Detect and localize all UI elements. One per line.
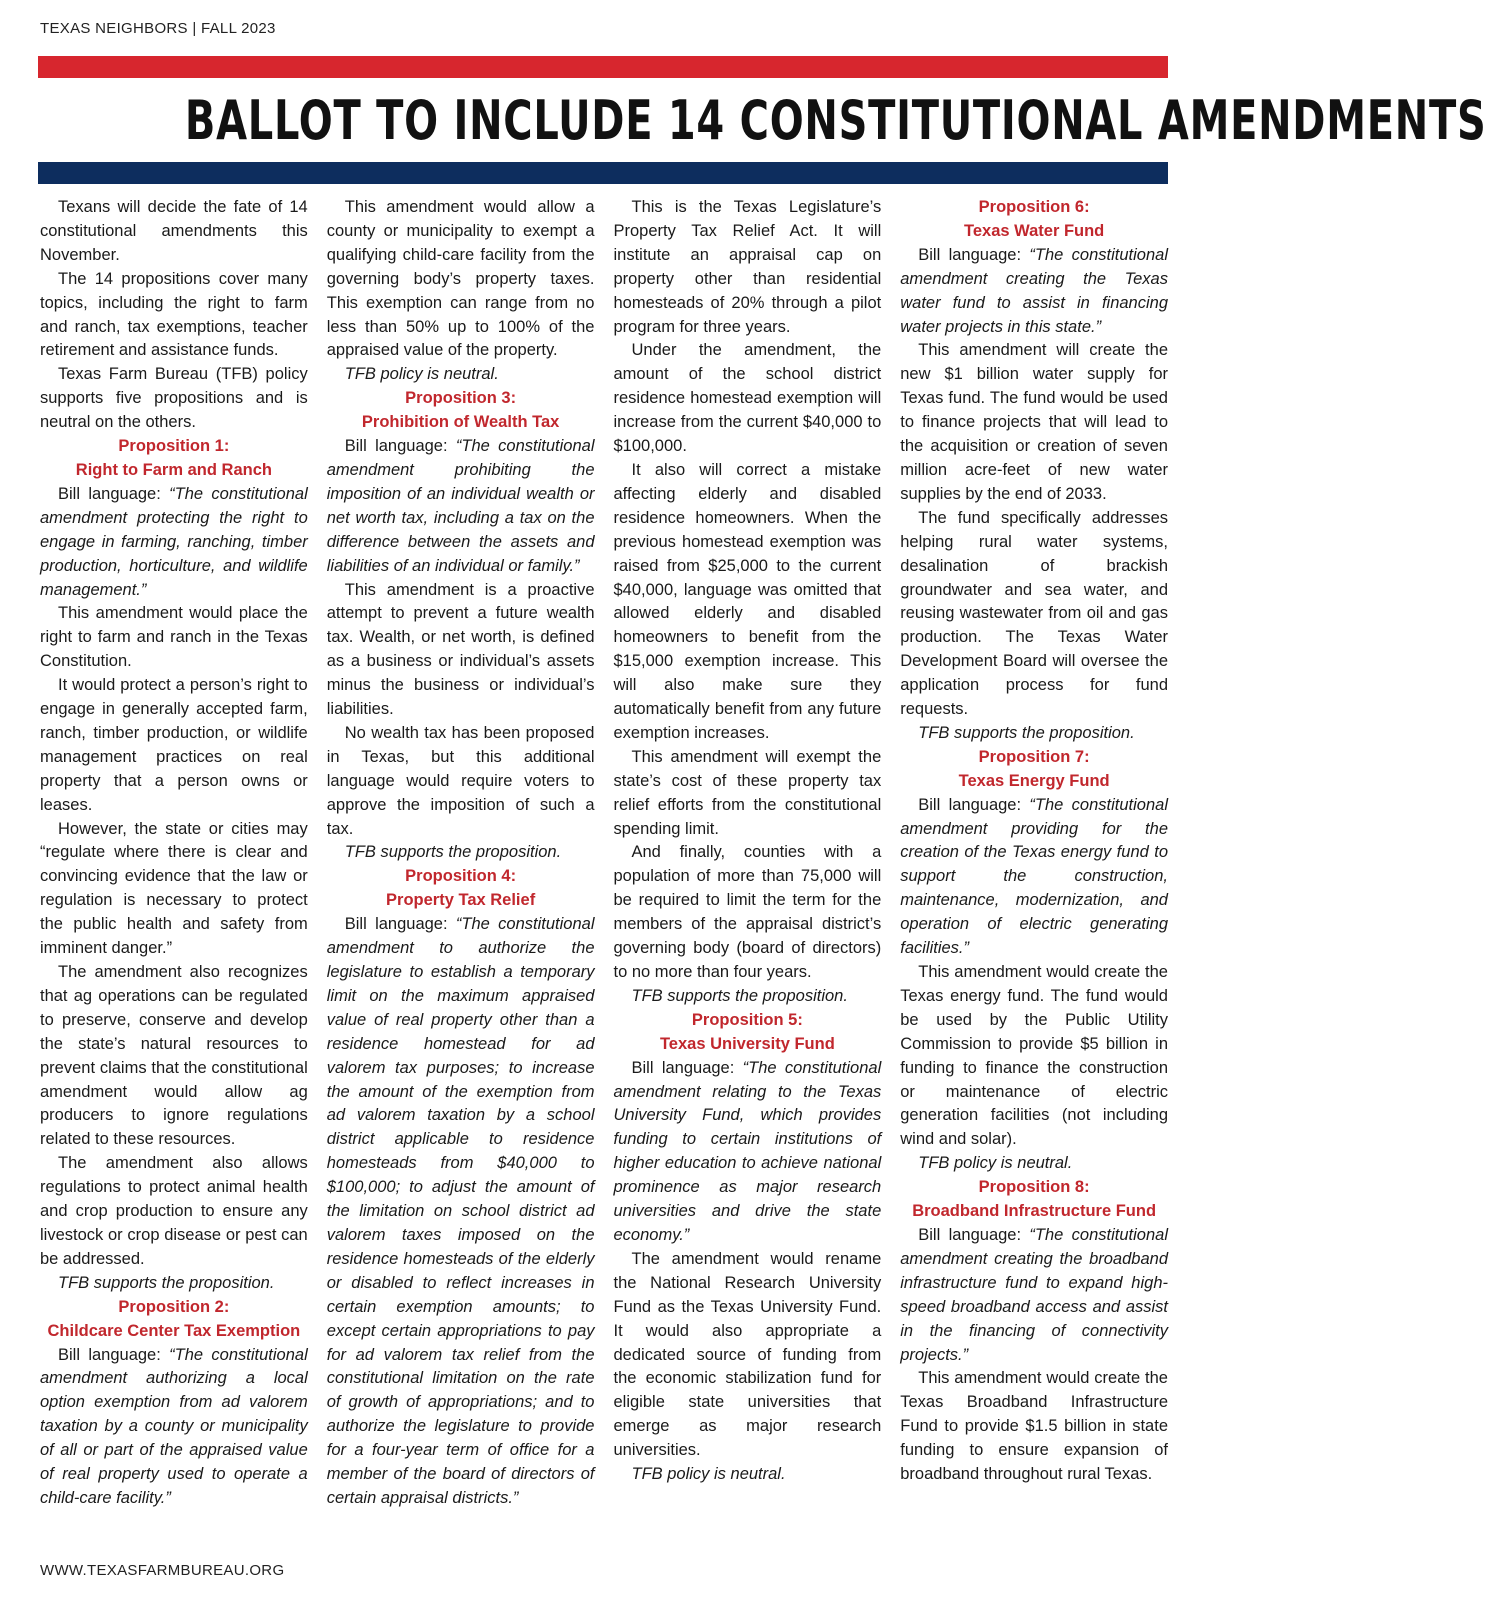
publication-tag: TEXAS NEIGHBORS | FALL 2023 bbox=[40, 20, 276, 37]
prop-3-policy: TFB supports the proposition. bbox=[344, 843, 562, 862]
bill-label: Bill language: bbox=[58, 484, 170, 503]
bill-label: Bill language: bbox=[344, 437, 456, 456]
prop-3-bill-language bbox=[327, 435, 595, 578]
prop-7-subtitle: Texas Energy Fund bbox=[958, 771, 1110, 790]
column-3 bbox=[614, 196, 882, 1536]
footer-url[interactable]: WWW.TEXASFARMBUREAU.ORG bbox=[40, 1562, 285, 1579]
prop-8-paragraph: This amendment would create the Texas Broadband Infrastructure Fund to provide $1.5 billion in state funding to ensure expansion of broadband throughout rural Texas. bbox=[900, 1369, 1168, 1484]
prop-6-subtitle: Texas Water Fund bbox=[963, 221, 1105, 240]
prop-1-paragraph: This amendment would place the right to farm and ranch in the Texas Constitution. bbox=[40, 604, 308, 671]
prop-8-title: Proposition 8: bbox=[978, 1178, 1090, 1197]
prop-1-paragraph: However, the state or cities may “regulate where there is clear and convincing evidence that the law or regulation is necessary to protect the public health and safety from imminent danger.” bbox=[40, 819, 308, 958]
prop-8-subtitle: Broadband Infrastructure Fund bbox=[912, 1202, 1157, 1221]
prop-1-paragraph: The amendment also recognizes that ag operations can be regulated to preserve, conserve and develop the state’s natural resources to prevent claims that the constitutional amendment would allow ag producers to ignore regulations related to these resources. bbox=[40, 963, 308, 1149]
prop-2-policy: TFB policy is neutral. bbox=[344, 365, 499, 384]
bill-quote: “The constitutional amendment creating the broadband infrastructure fund to expand high-speed broadband access and assist in the financing of connectivity projects.” bbox=[900, 1225, 1168, 1364]
bill-quote: “The constitutional amendment creating the Texas water fund to assist in financing water projects in this state.” bbox=[900, 245, 1168, 336]
prop-6-policy: TFB supports the proposition. bbox=[918, 723, 1135, 742]
prop-5-policy: TFB policy is neutral. bbox=[631, 1465, 786, 1484]
intro-paragraph: Texans will decide the fate of 14 constitutional amendments this November. bbox=[40, 198, 308, 264]
prop-1-subtitle: Right to Farm and Ranch bbox=[75, 460, 272, 479]
column-2 bbox=[327, 196, 595, 1536]
article-columns bbox=[40, 196, 1168, 1536]
prop-3-paragraph: No wealth tax has been proposed in Texas, but this additional language would require voters to approve the imposition of such a tax. bbox=[326, 723, 595, 838]
prop-5-title: Proposition 5: bbox=[691, 1010, 803, 1029]
blue-banner-bar bbox=[38, 162, 1168, 184]
prop-6-paragraph: The fund specifically addresses helping rural water systems, desalination of brackish groundwater and sea water, and reusing wastewater from oil and gas production. The Texas Water Development Board will oversee the application process for fund requests. bbox=[900, 508, 1168, 719]
red-banner-bar bbox=[38, 56, 1168, 78]
prop-4-paragraph: This amendment will exempt the state’s cost of these property tax relief efforts from the constitutional spending limit. bbox=[613, 747, 882, 838]
prop-1-paragraph: It would protect a person’s right to engage in generally accepted farm, ranch, timber production, or wildlife management practices on real property that a person owns or leases. bbox=[40, 676, 308, 814]
prop-4-paragraph: Under the amendment, the amount of the school district residence homestead exemption will increase from the current $40,000 to $100,000. bbox=[613, 341, 882, 456]
prop-5-bill-language bbox=[614, 1057, 882, 1248]
bill-label: Bill language: bbox=[631, 1058, 743, 1077]
bill-label: Bill language: bbox=[344, 915, 456, 934]
bill-quote: “The constitutional amendment relating to the Texas University Fund, which provides funding to certain institutions of higher education to achieve national prominence as major research universities and drive the state economy.” bbox=[613, 1058, 882, 1244]
prop-3-title: Proposition 3: bbox=[405, 389, 517, 408]
prop-5-subtitle: Texas University Fund bbox=[659, 1034, 835, 1053]
prop-2-paragraph: This amendment would allow a county or municipality to exempt a qualifying child-care facility from the governing body’s property taxes. This exemption can range from no less than 50% up to 100% of the appraised value of the property. bbox=[326, 198, 595, 360]
prop-2-subtitle: Childcare Center Tax Exemption bbox=[47, 1321, 301, 1340]
bill-quote: “The constitutional amendment protecting the right to engage in farming, ranching, timber production, horticulture, and wildlife management.” bbox=[40, 484, 308, 599]
prop-5-paragraph: The amendment would rename the National Research University Fund as the Texas University Fund. It would also appropriate a dedicated source of funding from the economic stabilization fund for eligible state universities that emerge as major research universities. bbox=[613, 1249, 882, 1460]
prop-4-paragraph: It also will correct a mistake affecting elderly and disabled residence homeowners. When the previous homestead exemption was raised from $25,000 to the current $40,000, language was omitted that allowed elderly and disabled homeowners to benefit from the $15,000 exemption increase. This will also make sure they automatically benefit from any future exemption increases. bbox=[613, 460, 882, 742]
prop-4-paragraph: This is the Texas Legislature’s Property Tax Relief Act. It will institute an appraisal cap on property other than residential homesteads of 20% through a pilot program for three years. bbox=[613, 198, 882, 336]
bill-quote: “The constitutional amendment prohibiting the imposition of an individual wealth or net worth tax, including a tax on the difference between the assets and liabilities of an individual or family.” bbox=[326, 437, 595, 575]
headline: BALLOT TO INCLUDE 14 CONSTITUTIONAL AMENDMENTS bbox=[184, 89, 1486, 152]
prop-7-bill-language bbox=[900, 794, 1168, 961]
prop-2-title: Proposition 2: bbox=[118, 1297, 230, 1316]
prop-4-subtitle: Property Tax Relief bbox=[386, 891, 536, 910]
prop-7-paragraph: This amendment would create the Texas energy fund. The fund would be used by the Public Utility Commission to provide $5 billion in funding to finance the construction or maintenance of electric generation facilities (not including wind and solar). bbox=[900, 963, 1168, 1149]
prop-1-title: Proposition 1: bbox=[118, 437, 230, 456]
prop-1-paragraph: The amendment also allows regulations to protect animal health and crop production to ensure any livestock or crop disease or pest can be addressed. bbox=[40, 1154, 308, 1268]
prop-3-subtitle: Prohibition of Wealth Tax bbox=[361, 413, 560, 432]
intro-paragraph: The 14 propositions cover many topics, including the right to farm and ranch, tax exemptions, teacher retirement and assistance funds. bbox=[40, 269, 308, 360]
bill-label: Bill language: bbox=[918, 795, 1030, 814]
column-1 bbox=[40, 196, 308, 1536]
bill-quote: “The constitutional amendment providing for the creation of the Texas energy fund to support the construction, maintenance, modernization, and operation of electric generating facilities.” bbox=[900, 795, 1168, 958]
prop-4-policy: TFB supports the proposition. bbox=[631, 986, 848, 1005]
prop-7-policy: TFB policy is neutral. bbox=[918, 1154, 1073, 1173]
bill-quote: “The constitutional amendment authorizing a local option exemption from ad valorem taxation by a county or municipality of all or part of the appraised value of real property used to operate a child-care facility.” bbox=[40, 1345, 308, 1507]
prop-6-title: Proposition 6: bbox=[978, 198, 1090, 216]
prop-4-bill-language bbox=[327, 913, 595, 1511]
bill-label: Bill language: bbox=[918, 245, 1030, 264]
prop-1-policy: TFB supports the proposition. bbox=[58, 1273, 275, 1292]
prop-6-bill-language bbox=[900, 244, 1168, 340]
bill-label: Bill language: bbox=[58, 1345, 170, 1364]
prop-8-bill-language bbox=[900, 1224, 1168, 1367]
prop-4-paragraph: And finally, counties with a population of more than 75,000 will be required to limit the term for the members of the appraisal district’s governing body (board of directors) to no more than four years. bbox=[613, 843, 882, 981]
bill-quote: “The constitutional amendment to authorize the legislature to establish a temporary limit on the maximum appraised value of real property other than a residence homestead for ad valorem tax purposes; to increase the amount of the exemption from ad valorem taxation by a school district applicable to residence homesteads from $40,000 to $100,000; to adjust the amount of the limitation on school district ad valorem taxes imposed on the residence homesteads of the elderly or disabled to reflect increases in certain exemption amounts; to except certain appropriations to pay for ad valorem tax relief from the constitutional limitation on the rate of growth of appropriations; and to authorize the legislature to provide for a four-year term of office for a member of the board of directors of certain appraisal districts.” bbox=[326, 915, 595, 1507]
prop-1-bill-language bbox=[40, 483, 308, 603]
prop-6-paragraph: This amendment will create the new $1 billion water supply for Texas fund. The fund would be used to finance projects that will lead to the acquisition or creation of seven million acre-feet of new water supplies by the end of 2033. bbox=[900, 341, 1168, 503]
intro-paragraph: Texas Farm Bureau (TFB) policy supports five propositions and is neutral on the others. bbox=[40, 365, 308, 432]
column-4 bbox=[900, 196, 1168, 1536]
prop-4-title: Proposition 4: bbox=[405, 867, 517, 886]
prop-2-bill-language bbox=[40, 1344, 308, 1511]
prop-7-title: Proposition 7: bbox=[978, 747, 1090, 766]
prop-3-paragraph: This amendment is a proactive attempt to prevent a future wealth tax. Wealth, or net worth, is defined as a business or individual’s assets minus the business or individual’s liabilities. bbox=[326, 580, 595, 719]
bill-label: Bill language: bbox=[918, 1225, 1030, 1244]
